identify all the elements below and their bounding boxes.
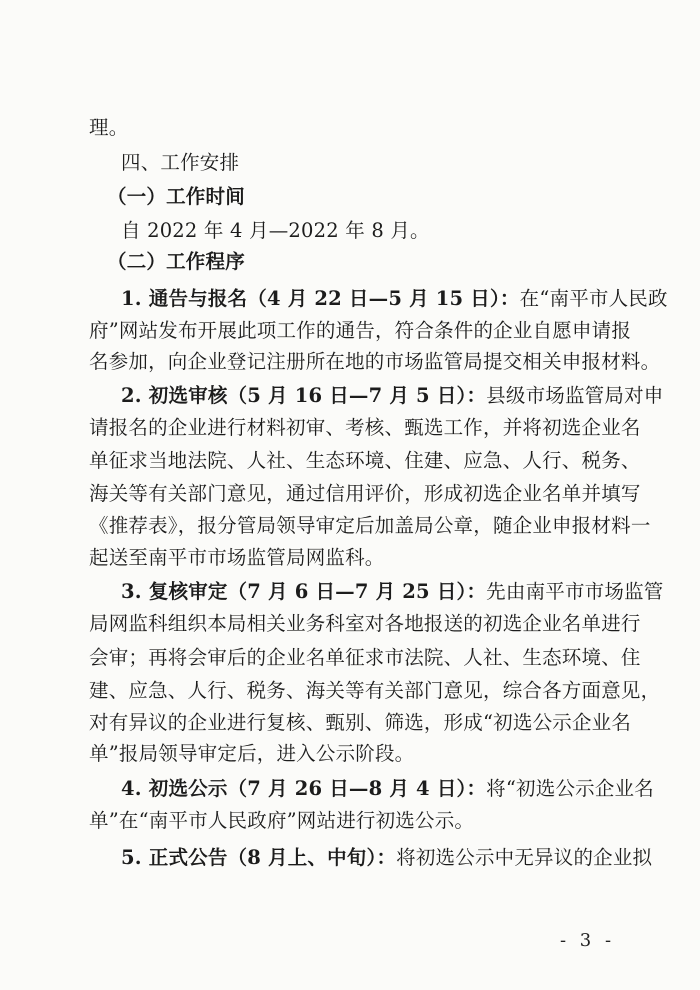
subsection-heading: （一）工作时间 (107, 185, 245, 208)
step-title: 4. 初选公示（7 月 26 日—8 月 4 日）： (121, 777, 487, 800)
section-heading: 四、工作安排 (121, 151, 240, 174)
text-line: 单”在“南平市人民政府”网站进行初选公示。 (89, 809, 475, 832)
step-text: 将初选公示中无异议的企业拟 (396, 846, 653, 869)
text-line: 府”网站发布开展此项工作的通告，符合条件的企业自愿申请报 (89, 319, 632, 342)
step-line (121, 577, 664, 607)
text-line: 对有异议的企业进行复核、甄别、筛选，形成“初选公示企业名 (89, 711, 632, 734)
step-text: 在“南平市人民政 (519, 287, 668, 310)
step-text: 将“初选公示企业名 (486, 777, 654, 800)
step-title: 5. 正式公告（8 月上、中旬）： (121, 846, 397, 869)
text-line: 单征求当地法院、人社、生态环境、住建、应急、人行、税务、 (89, 449, 641, 472)
text-line: 请报名的企业进行材料初审、考核、甄选工作，并将初选企业名 (89, 416, 641, 439)
step-line (121, 381, 664, 411)
text-line: 《推荐表》，报分管局领导审定后加盖局公章，随企业申报材料一 (89, 514, 651, 537)
step-title: 3. 复核审定（7 月 6 日—7 月 25 日）： (121, 580, 487, 603)
text-line: 局网监科组织本局相关业务科室对各地报送的初选企业名单进行 (89, 612, 641, 635)
step-title: 2. 初选审核（5 月 16 日—7 月 5 日）： (121, 384, 487, 407)
step-line (121, 843, 651, 873)
step-title: 1. 通告与报名（4 月 22 日—5 月 15 日）： (121, 287, 520, 310)
page-number: - 3 - (560, 930, 616, 951)
text-line: 单”报局领导审定后，进入公示阶段。 (89, 742, 415, 765)
text-line: 自 2022 年 4 月—2022 年 8 月。 (121, 219, 430, 242)
step-line (121, 284, 668, 314)
step-text: 先由南平市市场监管 (486, 580, 664, 603)
step-line (121, 774, 654, 804)
text-line: 建、应急、人行、税务、海关等有关部门意见，综合各方面意见， (89, 679, 661, 702)
text-line: 起送至南平市市场监管局网监科。 (89, 546, 385, 569)
step-text: 县级市场监管局对申 (486, 384, 664, 407)
text-line: 理。 (89, 116, 129, 139)
text-line: 名参加，向企业登记注册所在地的市场监管局提交相关申报材料。 (89, 350, 661, 373)
subsection-heading: （二）工作程序 (107, 250, 245, 273)
text-line: 海关等有关部门意见，通过信用评价，形成初选企业名单并填写 (89, 482, 641, 505)
text-line: 会审；再将会审后的企业名单征求市法院、人社、生态环境、住 (89, 646, 641, 669)
